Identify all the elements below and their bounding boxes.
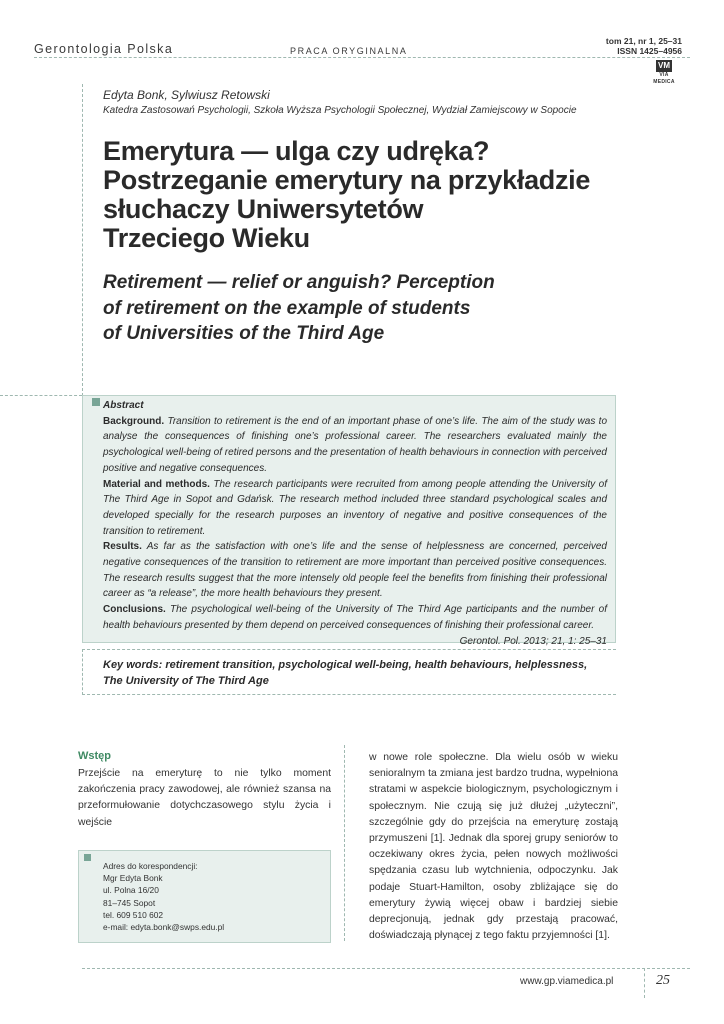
title-line: Trzeciego Wieku xyxy=(103,223,310,253)
methods-label: Material and methods. xyxy=(103,478,210,490)
volume-number: tom 21, nr 1, 25–31 xyxy=(605,36,682,46)
subtitle-line: of retirement on the example of students xyxy=(103,297,471,319)
correspondence-name: Mgr Edyta Bonk xyxy=(103,873,163,884)
abstract-marker xyxy=(92,398,100,406)
logo-text: VIA MEDICA xyxy=(653,72,675,85)
volume-info xyxy=(606,36,682,56)
article-title-english xyxy=(103,270,573,347)
abstract-left-rule xyxy=(0,395,82,396)
abstract-methods xyxy=(103,477,607,540)
title-line: słuchaczy Uniwersytetów xyxy=(103,194,424,224)
article-type: PRACA ORYGINALNA xyxy=(290,46,408,56)
authors: Edyta Bonk, Sylwiusz Retowski xyxy=(103,88,270,102)
abstract xyxy=(103,398,607,649)
footer-divider xyxy=(82,968,690,969)
logo-mark: VM xyxy=(658,61,670,70)
journal-name: Gerontologia Polska xyxy=(34,42,174,56)
abstract-results xyxy=(103,539,607,602)
correspondence-street: ul. Polna 16/20 xyxy=(103,885,159,896)
correspondence-phone: tel. 609 510 602 xyxy=(103,909,164,920)
correspondence xyxy=(103,860,224,933)
abstract-conclusions xyxy=(103,602,607,633)
column-divider xyxy=(344,745,345,941)
intro-text-right: w nowe role społeczne. Dla wielu osób w wieku senioralnym ta zmiana jest bardzo trudna, wypełniona stratami w aspekcie biologicznym, psychologicznym i społecznym. Nie czują się już dłużej „użyteczni”, szczególnie gdy do przejścia na emeryturę zostają przymuszeni [1]. Jednak dla sporej grupy seniorów to oczekiwany okres życia, pełen nowych możliwości spędzania czasu lub wytchnienia, odpoczynku. Jak podaje Stuart-Hamilton, osoby zbliżające się do emerytury żywią więcej obaw i bardziej siebie deprecjonują, jednak gdy przestają pracować, doświadczają płynącej z tego faktu przyjemności [1]. xyxy=(369,752,618,942)
keywords: Key words: retirement transition, psychological well-being, health behaviours, helplessness, The University of The Third Age xyxy=(103,659,588,687)
methods-text: The research participants were recruited from among people attending the University of The Third Age in Sopot and Gdańsk. The research method included three standard psychological scales and developed specially for the research purposes an inventory of negative and positive consequences of the transition to retirement. xyxy=(103,478,608,537)
abstract-background xyxy=(103,414,607,477)
subtitle-line: Retirement — relief or anguish? Perception xyxy=(103,272,495,293)
conclusions-text: The psychological well-being of the University of The Third Age participants and the number of health behaviours presented by them depend on perceived consequences of finishing their professional career. xyxy=(103,604,607,631)
results-text: As far as the satisfaction with one’s life and the sense of helplessness are concerned, perceived negative consequences of the transition to retirement are more important than perceived positive consequences. The research results suggest that the more intensely old people feel the benefits from finishing their professional career as “a release”, the more health behaviours they present. xyxy=(103,541,607,600)
results-label: Results. xyxy=(103,541,142,553)
publisher-logo xyxy=(648,60,680,85)
correspondence-city: 81–745 Sopot xyxy=(103,897,156,908)
background-text: Transition to retirement is the end of an important phase of one’s life. The aim of the study was to analyse the consequences of finishing one’s professional career. The researchers evaluated mainly the psychological well-being of retired persons and the presentation of health behaviours in connection with perceived positive and negative consequences. xyxy=(103,415,608,474)
abstract-heading: Abstract xyxy=(103,400,144,411)
title-line: Postrzeganie emerytury na przykładzie xyxy=(103,165,591,195)
title-line: Emerytura — ulga czy udręka? xyxy=(103,136,490,166)
citation: Gerontol. Pol. 2013; 21, 1: 25–31 xyxy=(459,635,607,647)
conclusions-label: Conclusions. xyxy=(103,604,166,616)
affiliation: Katedra Zastosowań Psychologii, Szkoła Wyższa Psychologii Społecznej, Wydział Zamiejscowy w Sopocie xyxy=(103,105,577,116)
header-divider xyxy=(34,57,690,58)
section-heading: Wstęp xyxy=(78,750,111,762)
article-title xyxy=(103,137,643,253)
subtitle-line: of Universities of the Third Age xyxy=(103,323,385,344)
correspondence-label: Adres do korespondencji: xyxy=(103,861,198,871)
background-label: Background. xyxy=(103,415,165,427)
intro-text-left: Przejście na emeryturę to nie tylko moment zakończenia pracy zawodowej, ale również szansa na przeformułowanie dotychczasowego stylu życia i wejście xyxy=(78,768,331,828)
left-margin-rule xyxy=(82,84,83,396)
issn: ISSN 1425–4956 xyxy=(617,46,682,56)
journal-url: www.gp.viamedica.pl xyxy=(520,976,614,987)
correspondence-marker xyxy=(84,854,91,861)
correspondence-email: e-mail: edyta.bonk@swps.edu.pl xyxy=(103,922,225,933)
footer-vertical-divider xyxy=(644,968,645,998)
page-number: 25 xyxy=(656,973,670,988)
